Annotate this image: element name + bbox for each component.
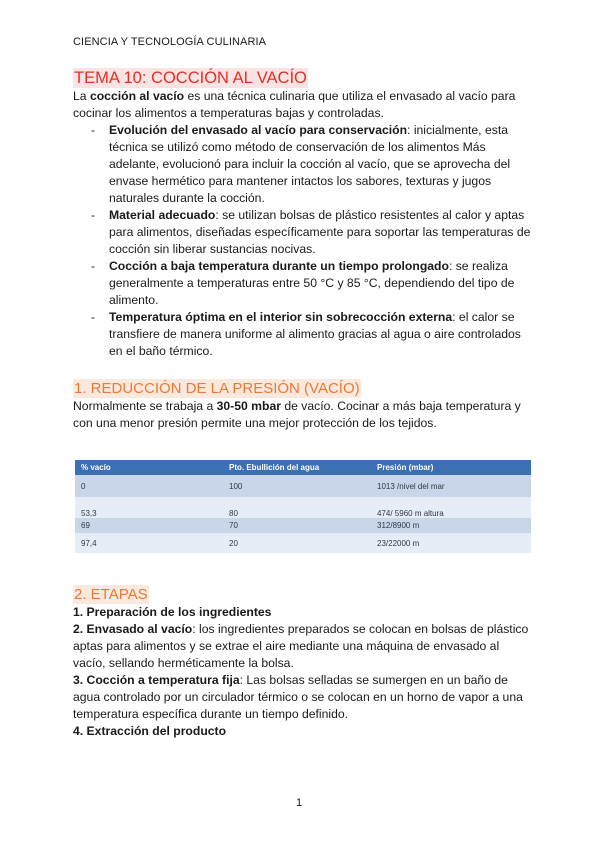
table-cell: 23/22000 m	[371, 533, 531, 553]
pressure-table	[75, 460, 531, 553]
table-cell: 70	[223, 518, 371, 533]
topic-text: : se utilizan bolsas de plástico resistentes al calor y aptas para alimentos, diseñadas específicamente para soportar las temperaturas de cocción sin liberar sustancias nocivas.	[109, 208, 531, 256]
list-item: - Evolución del envasado al vacío para conservación: inicialmente, esta técnica se utilizó como método de conservación de los alimentos Más adelante, evolucionó para incluir la cocción al vacío, que se aprovecha del envase hermético para mantener intactos los sabores, texturas y jugos naturales durante la cocción.	[91, 123, 511, 205]
table-cell: 474/ 5960 m altura	[371, 497, 531, 518]
column-header-vacuum: % vacío	[75, 460, 223, 475]
page-number: 1	[296, 797, 303, 809]
running-header: CIENCIA Y TECNOLOGÍA CULINARIA	[73, 36, 267, 48]
step-text: : los ingredientes preparados se colocan en bolsas de plástico aptas para alimentos y se extrae el aire mediante una máquina de envasado al vacío, sellando herméticamente la bolsa.	[73, 622, 529, 670]
column-header-pressure: Presión (mbar)	[371, 460, 531, 475]
step-bold: 3. Cocción a temperatura fija	[73, 673, 240, 687]
intro-bold: cocción al vacío	[89, 89, 185, 103]
list-item: - Cocción a baja temperatura durante un tiempo prolongado: se realiza generalmente a temperaturas entre 50 °C y 85 °C, dependiendo del tipo de alimento.	[91, 259, 515, 307]
intro-pre: La	[73, 89, 90, 103]
pressure-pre: Normalmente se trabaja a	[73, 399, 217, 413]
topic-bold: Evolución del envasado al vacío para conservación	[109, 123, 408, 137]
section-heading-pressure: 1. REDUCCIÓN DE LA PRESIÓN (VACÍO)	[74, 380, 360, 397]
step-bold: 4. Extracción del producto	[73, 724, 227, 738]
topic-text: : inicialmente, esta técnica se utilizó como método de conservación de los alimentos Más adelante, evolucionó para incluir la cocción al vacío, que se aprovecha del envase hermético para mantener intactos los sabores, texturas y jugos naturales durante la cocción.	[109, 123, 511, 205]
list-item	[73, 621, 533, 672]
step-text: : Las bolsas selladas se sumergen en un baño de agua controlado por un circulador térmico o se colocan en un horno de vapor a una temperatura específica durante un tiempo definido.	[73, 673, 523, 721]
topic-bold: Material adecuado	[109, 208, 216, 222]
topic-list	[73, 122, 533, 360]
list-item	[73, 604, 533, 621]
pressure-paragraph	[73, 398, 533, 432]
step-bold: 2. Envasado al vacío	[73, 622, 193, 636]
pressure-bold: 30-50 mbar	[216, 399, 281, 413]
intro-paragraph	[73, 88, 533, 122]
column-header-boiling-point: Pto. Ebullición del agua	[223, 460, 371, 475]
stages-list	[73, 604, 533, 740]
topic-bold: Cocción a baja temperatura durante un tiempo prolongado	[109, 259, 449, 273]
list-item: - Material adecuado: se utilizan bolsas de plástico resistentes al calor y aptas para alimentos, diseñadas específicamente para soportar las temperaturas de cocción sin liberar sustancias nocivas.	[91, 208, 531, 256]
table-row	[75, 533, 531, 553]
page-content	[73, 68, 533, 740]
table-cell: 1013 /nivel del mar	[371, 475, 531, 497]
list-item	[73, 672, 533, 723]
table-cell: 80	[223, 497, 371, 518]
table-cell: 312/8900 m	[371, 518, 531, 533]
pressure-post: de vacío. Cocinar a más baja temperatura y con una menor presión permite una mejor protección de los tejidos.	[73, 399, 521, 430]
table-row	[75, 475, 531, 497]
page-title: TEMA 10: COCCIÓN AL VACÍO	[74, 69, 307, 87]
table-cell: 20	[223, 533, 371, 553]
topic-text: : se realiza generalmente a temperaturas entre 50 °C y 85 °C, dependiendo del tipo de alimento.	[109, 259, 515, 307]
intro-post: es una técnica culinaria que utiliza el envasado al vacío para cocinar los alimentos a temperaturas bajas y controladas.	[73, 89, 516, 120]
topic-bold: Temperatura óptima en el interior sin sobrecocción externa	[109, 310, 453, 324]
list-item: - Temperatura óptima en el interior sin sobrecocción externa: el calor se transfiere de manera uniforme al alimento gracias al agua o aire controlados en el baño térmico.	[91, 310, 521, 358]
table-cell: 53,3	[75, 497, 223, 518]
table-row	[75, 518, 531, 533]
section-heading-stages: 2. ETAPAS	[74, 586, 148, 603]
table-row	[75, 497, 531, 518]
table-cell: 0	[75, 475, 223, 497]
table-cell: 69	[75, 518, 223, 533]
list-item	[73, 723, 533, 740]
table-cell: 100	[223, 475, 371, 497]
topic-text: : el calor se transfiere de manera uniforme al alimento gracias al agua o aire controlados en el baño térmico.	[109, 310, 521, 358]
step-bold: 1. Preparación de los ingredientes	[73, 605, 272, 619]
table-cell: 97,4	[75, 533, 223, 553]
